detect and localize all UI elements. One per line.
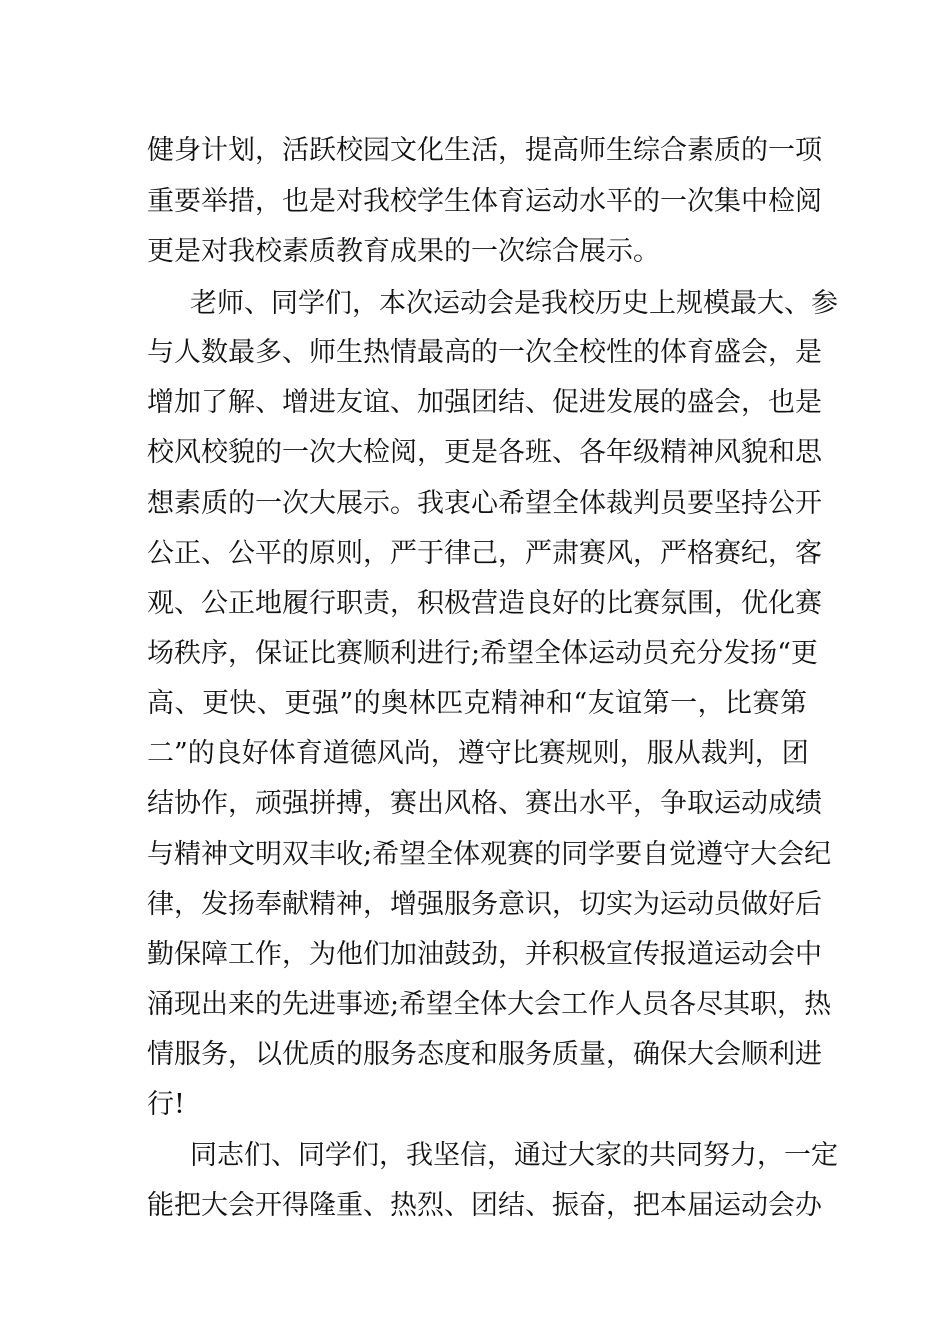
text-line: 增加了解、增进友谊、加强团结、促进发展的盛会，也是: [147, 387, 822, 418]
text-line: 重要举措，也是对我校学生体育运动水平的一次集中检阅: [147, 186, 822, 217]
text-line: 行!: [147, 1089, 185, 1120]
paragraph-first-line: 老师、同学们，本次运动会是我校历史上规模最大、参: [190, 288, 838, 319]
text-line: 健身计划，活跃校园文化生活，提高师生综合素质的一项: [147, 135, 822, 166]
text-line: 情服务，以优质的服务态度和服务质量，确保大会顺利进: [147, 1039, 822, 1070]
text-line: 公正、公平的原则，严于律己，严肃赛风，严格赛纪，客: [147, 538, 822, 569]
text-line: 场秩序，保证比赛顺利进行;希望全体运动员充分发扬“更: [147, 638, 818, 669]
text-line: 高、更快、更强”的奥林匹克精神和“友谊第一，比赛第: [147, 688, 807, 719]
text-line: 想素质的一次大展示。我衷心希望全体裁判员要坚持公开: [147, 488, 822, 519]
text-line: 与精神文明双丰收;希望全体观赛的同学要自觉遵守大会纪: [147, 839, 832, 870]
text-line: 观、公正地履行职责，积极营造良好的比赛氛围，优化赛: [147, 588, 822, 619]
text-line: 结协作，顽强拼搏，赛出风格、赛出水平，争取运动成绩: [147, 788, 822, 819]
text-line: 校风校貌的一次大检阅，更是各班、各年级精神风貌和思: [147, 437, 822, 468]
text-line: 勤保障工作，为他们加油鼓劲，并积极宣传报道运动会中: [147, 939, 822, 970]
text-line: 二”的良好体育道德风尚，遵守比赛规则，服从裁判，团: [147, 738, 809, 769]
text-line: 与人数最多、师生热情最高的一次全校性的体育盛会，是: [147, 337, 822, 368]
paragraph-first-line: 同志们、同学们，我坚信，通过大家的共同努力，一定: [190, 1140, 838, 1171]
text-line: 涌现出来的先进事迹;希望全体大会工作人员各尽其职，热: [147, 989, 832, 1020]
text-line: 律，发扬奉献精神，增强服务意识，切实为运动员做好后: [147, 889, 822, 920]
text-line: 能把大会开得隆重、热烈、团结、振奋，把本届运动会办: [147, 1190, 822, 1221]
text-line: 更是对我校素质教育成果的一次综合展示。: [147, 236, 660, 267]
